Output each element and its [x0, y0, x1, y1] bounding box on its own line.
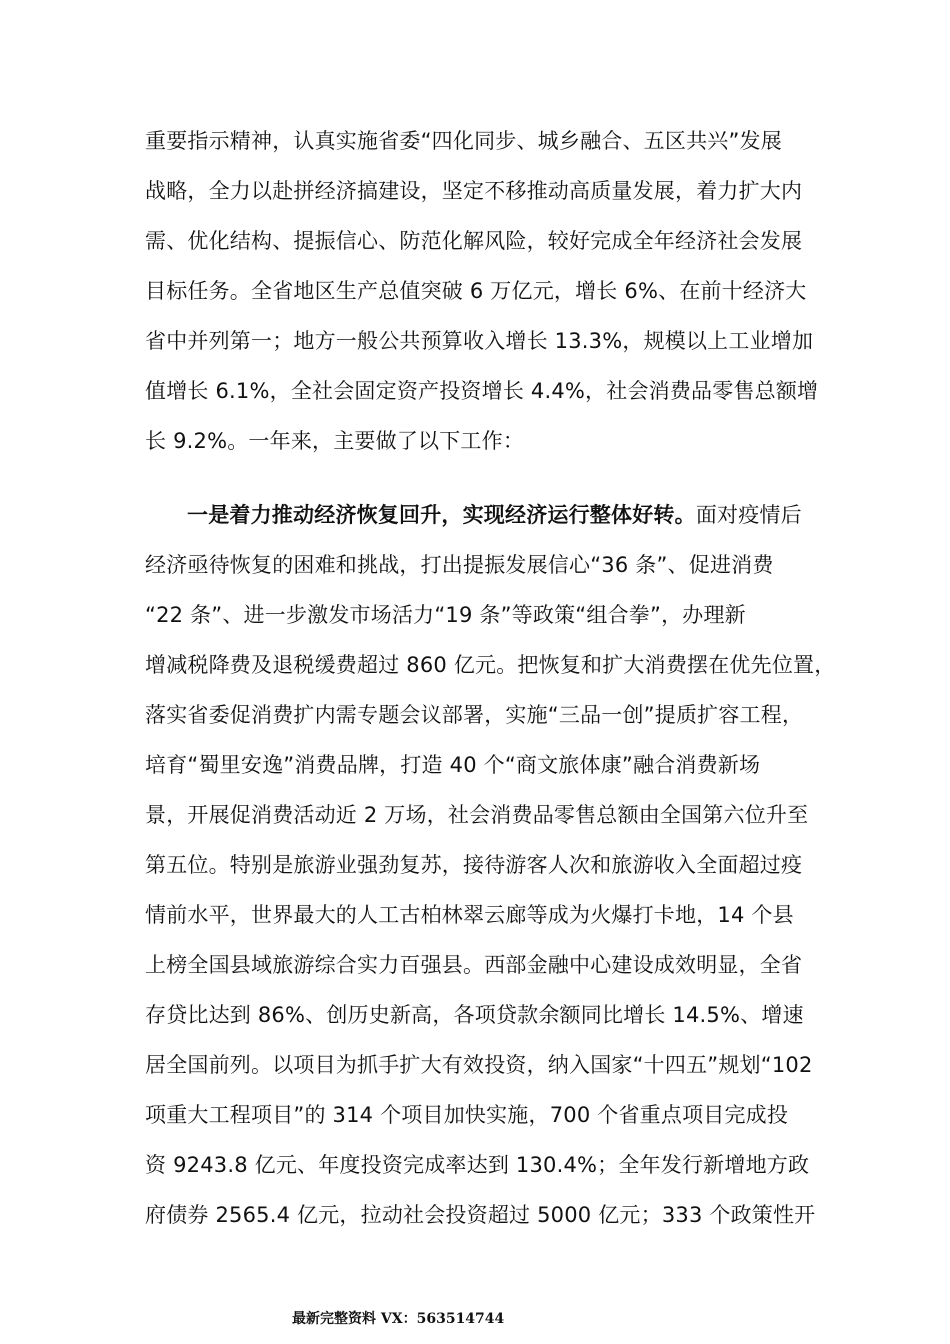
text-line: 居全国前列。以项目为抓手扩大有效投资，纳入国家“十四五”规划“102 — [145, 1053, 813, 1077]
text-line: 第五位。特别是旅游业强劲复苏，接待游客人次和旅游收入全面超过疫 — [145, 853, 803, 877]
heading-continuation: 面对疫情后 — [695, 503, 802, 527]
text-line: 增减税降费及退税缓费超过 860 亿元。把恢复和扩大消费摆在优先位置， — [145, 653, 836, 677]
text-line: 落实省委促消费扩内需专题会议部署，实施“三品一创”提质扩容工程， — [145, 703, 804, 727]
text-line: 项重大工程项目”的 314 个项目加快实施，700 个省重点项目完成投 — [145, 1103, 789, 1127]
section-heading: 一是着力推动经济恢复回升，实现经济运行整体好转。 — [187, 503, 696, 527]
text-line: 存贷比达到 86%、创历史新高，各项贷款余额同比增长 14.5%、增速 — [145, 1003, 804, 1027]
text-line: 值增长 6.1%，全社会固定资产投资增长 4.4%，社会消费品零售总额增 — [145, 379, 819, 403]
text-line: 经济亟待恢复的困难和挑战，打出提振发展信心“36 条”、促进消费 — [145, 553, 774, 577]
text-line: 培育“蜀里安逸”消费品牌，打造 40 个“商文旅体康”融合消费新场 — [145, 753, 761, 777]
paragraph-first-line — [187, 500, 802, 530]
text-line: 目标任务。全省地区生产总值突破 6 万亿元，增长 6%、在前十经济大 — [145, 279, 807, 303]
text-line: 省中并列第一；地方一般公共预算收入增长 13.3%，规模以上工业增加 — [145, 329, 814, 353]
text-line: 府债券 2565.4 亿元，拉动社会投资超过 5000 亿元；333 个政策性开 — [145, 1203, 816, 1227]
text-line: “22 条”、进一步激发市场活力“19 条”等政策“组合拳”，办理新 — [145, 603, 746, 627]
footer-contact: 最新完整资料 VX：563514744 — [292, 1311, 505, 1327]
text-line: 情前水平，世界最大的人工古柏林翠云廊等成为火爆打卡地，14 个县 — [145, 903, 794, 927]
text-line: 战略，全力以赴拼经济搞建设，坚定不移推动高质量发展，着力扩大内 — [145, 179, 803, 203]
text-line: 上榜全国县域旅游综合实力百强县。西部金融中心建设成效明显，全省 — [145, 953, 803, 977]
text-line: 景，开展促消费活动近 2 万场，社会消费品零售总额由全国第六位升至 — [145, 803, 809, 827]
text-line: 长 9.2%。一年来，主要做了以下工作： — [145, 429, 525, 453]
text-line: 资 9243.8 亿元、年度投资完成率达到 130.4%；全年发行新增地方政 — [145, 1153, 810, 1177]
text-line: 需、优化结构、提振信心、防范化解风险，较好完成全年经济社会发展 — [145, 229, 803, 253]
text-line: 重要指示精神，认真实施省委“四化同步、城乡融合、五区共兴”发展 — [145, 129, 782, 153]
